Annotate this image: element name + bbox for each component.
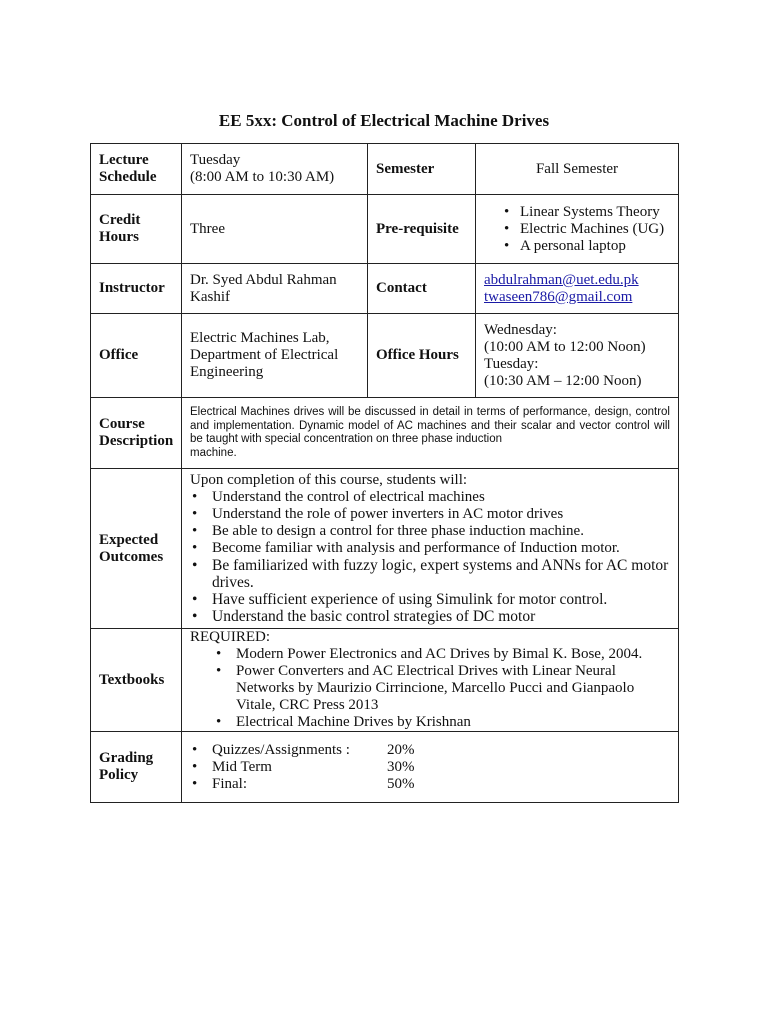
description-body: Electrical Machines drives will be discussed in detail in terms of performance, design, control and implementation. Dynamic model of AC machines and their scalar and vector control will be taught with special concentration on three phase induction <box>190 406 670 445</box>
row-credit-hours <box>91 195 679 264</box>
list-item: • Electrical Machine Drives by Krishnan <box>190 714 670 731</box>
email-link[interactable]: twaseen786@gmail.com <box>484 288 633 305</box>
list-item: • Linear Systems Theory <box>498 204 670 221</box>
list-item: • Modern Power Electronics and AC Drives by Bimal K. Bose, 2004. <box>190 646 670 663</box>
list-item: • Become familiar with analysis and performance of Induction motor. <box>190 540 670 557</box>
label-line: Outcomes <box>99 548 164 565</box>
label-office-hours: Office Hours <box>368 314 476 398</box>
list-item: • Power Converters and AC Electrical Drives with Linear Neural Networks by Maurizio Cirrincione, Marcello Pucci and Gianpaolo Vitale, CRC Press 2013 <box>190 663 670 714</box>
label-line: Lecture <box>99 152 149 168</box>
list-item <box>190 776 670 793</box>
grading-item-name: Mid Term <box>212 758 272 775</box>
textbooks-heading: REQUIRED: <box>190 629 270 645</box>
outcomes-content <box>182 469 679 629</box>
semester-value: Fall Semester <box>476 144 679 195</box>
label-prerequisite: Pre-requisite <box>368 195 476 264</box>
lecture-day: Tuesday <box>190 152 241 168</box>
label-office: Office <box>91 314 182 398</box>
grading-item-name: Final: <box>212 775 248 792</box>
office-location-line: Department of Electrical <box>190 347 339 363</box>
office-hours-value <box>476 314 679 398</box>
label-line: Credit <box>99 212 141 228</box>
list-item: • Be familiarized with fuzzy logic, expert systems and ANNs for AC motor drives. <box>190 557 670 591</box>
list-item <box>190 742 670 759</box>
label-expected-outcomes <box>91 469 182 629</box>
course-description-text <box>182 398 679 469</box>
label-line: Grading <box>99 750 154 766</box>
row-instructor <box>91 264 679 314</box>
grading-item-weight: 30% <box>387 758 415 775</box>
row-lecture-schedule <box>91 144 679 195</box>
description-last-line: machine. <box>190 446 237 459</box>
office-location <box>182 314 368 398</box>
instructor-name <box>182 264 368 314</box>
label-line: Expected <box>99 531 159 548</box>
label-line: Course <box>99 416 145 432</box>
grading-content <box>182 732 679 803</box>
label-line: Hours <box>99 229 140 245</box>
office-hours-line: Tuesday: <box>484 355 539 372</box>
row-office <box>91 314 679 398</box>
label-credit-hours <box>91 195 182 264</box>
label-lecture-schedule <box>91 144 182 195</box>
grading-item-weight: 50% <box>387 775 415 792</box>
row-expected-outcomes <box>91 469 679 629</box>
instructor-name-line: Dr. Syed Abdul Rahman <box>190 271 337 288</box>
list-item: • Electric Machines (UG) <box>498 221 670 238</box>
row-course-description <box>91 398 679 469</box>
label-line: Description <box>99 433 174 449</box>
credit-hours-value: Three <box>182 195 368 264</box>
office-location-line: Electric Machines Lab, <box>190 330 330 346</box>
lecture-time: (8:00 AM to 10:30 AM) <box>190 169 335 185</box>
label-textbooks: Textbooks <box>91 629 182 732</box>
label-grading-policy <box>91 732 182 803</box>
instructor-name-line: Kashif <box>190 288 230 305</box>
label-instructor: Instructor <box>91 264 182 314</box>
office-hours-line: (10:30 AM – 12:00 Noon) <box>484 372 642 389</box>
email-link[interactable]: abdulrahman@uet.edu.pk <box>484 271 639 288</box>
list-item <box>190 759 670 776</box>
list-item: • Understand the role of power inverters in AC motor drives <box>190 506 670 523</box>
contact-emails <box>476 264 679 314</box>
row-textbooks <box>91 629 679 732</box>
office-hours-line: Wednesday: <box>484 321 557 338</box>
lecture-schedule-value <box>182 144 368 195</box>
textbooks-content <box>182 629 679 732</box>
label-semester: Semester <box>368 144 476 195</box>
prerequisite-list <box>476 195 679 264</box>
label-course-description <box>91 398 182 469</box>
outcomes-intro: Upon completion of this course, students will: <box>190 472 468 488</box>
grading-item-name: Quizzes/Assignments : <box>212 741 350 758</box>
list-item: • A personal laptop <box>498 238 670 255</box>
syllabus-table <box>90 143 679 803</box>
grading-item-weight: 20% <box>387 741 415 758</box>
list-item: • Understand the control of electrical machines <box>190 489 670 506</box>
list-item: • Understand the basic control strategies of DC motor <box>190 608 670 625</box>
office-location-line: Engineering <box>190 364 264 380</box>
row-grading-policy <box>91 732 679 803</box>
label-line: Policy <box>99 767 139 783</box>
office-hours-line: (10:00 AM to 12:00 Noon) <box>484 338 646 355</box>
label-line: Schedule <box>99 169 157 185</box>
label-contact: Contact <box>368 264 476 314</box>
list-item: • Have sufficient experience of using Simulink for motor control. <box>190 591 670 608</box>
list-item: • Be able to design a control for three phase induction machine. <box>190 523 670 540</box>
document-title: EE 5xx: Control of Electrical Machine Drives <box>218 111 550 130</box>
